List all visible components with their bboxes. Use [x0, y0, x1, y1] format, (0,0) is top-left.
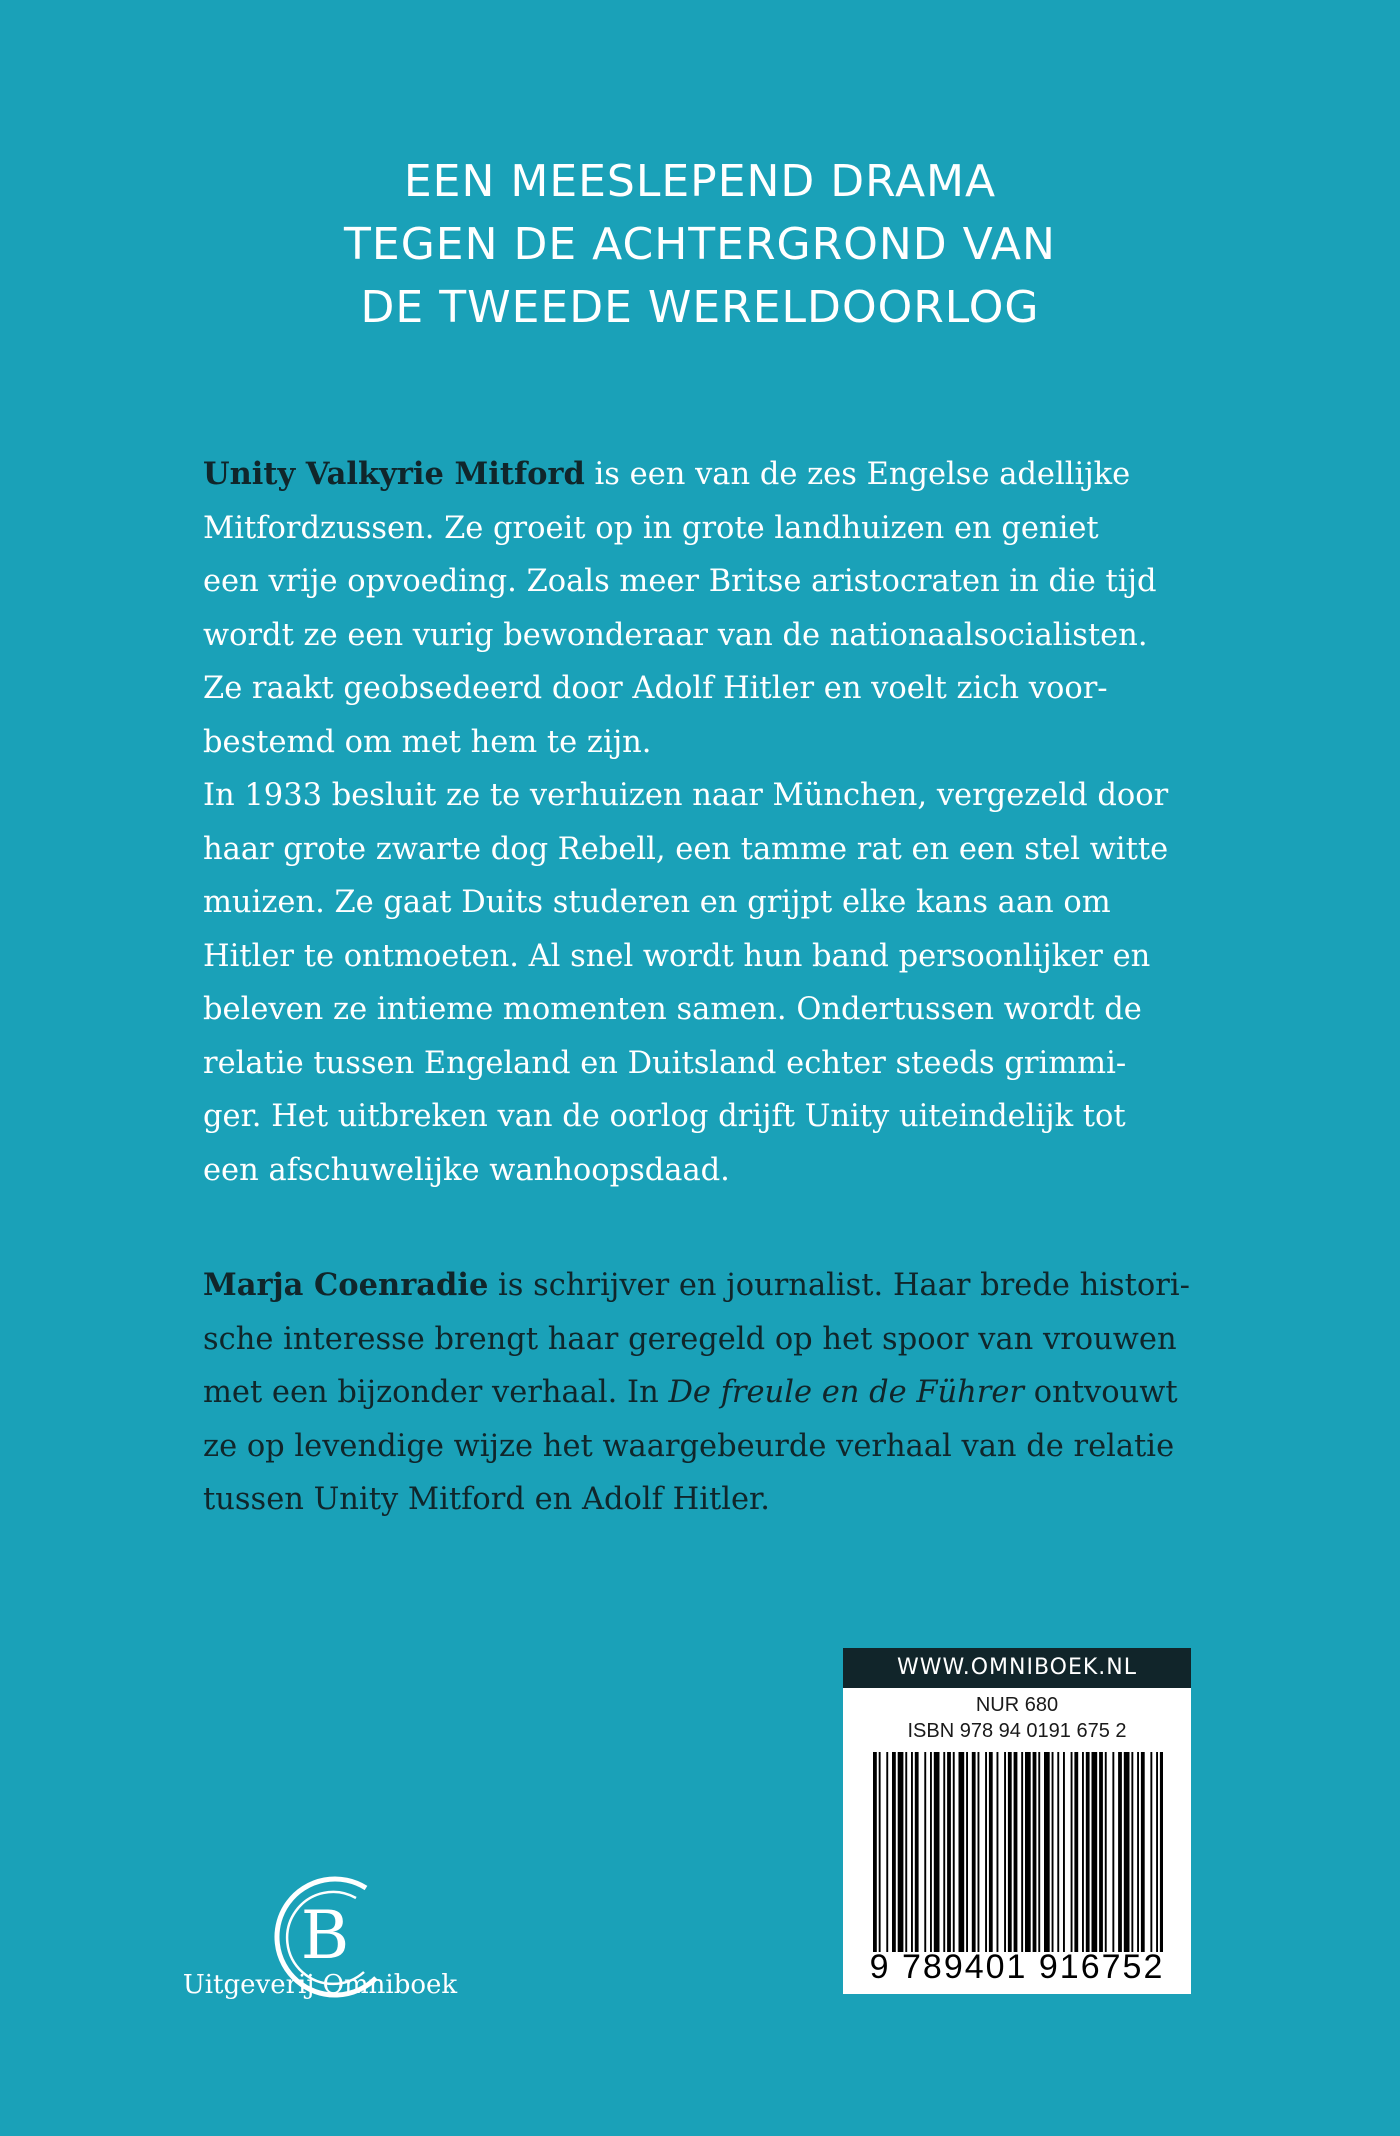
barcode-bar	[915, 1752, 919, 1952]
barcode-bar	[972, 1752, 976, 1952]
author-line: tussen Unity Mitford en Adolf Hitler.	[203, 1482, 770, 1517]
barcode-bar	[1004, 1752, 1006, 1952]
blurb-line: Mitfordzussen. Ze groeit op in grote landhuizen en geniet	[203, 510, 1099, 546]
blurb-line: Hitler te ontmoeten. Al snel wordt hun band persoonlijker en	[203, 938, 1151, 974]
author-name: Marja Coenradie	[203, 1267, 489, 1303]
barcode-bar	[943, 1752, 945, 1952]
barcode-bar	[1014, 1752, 1018, 1952]
barcode-bar	[1086, 1752, 1090, 1952]
barcode-bar	[1112, 1752, 1114, 1952]
isbn: ISBN 978 94 0191 675 2	[907, 1720, 1127, 1742]
barcode-bar	[953, 1752, 955, 1952]
author-line-1-rest: is schrijver en journalist. Haar brede histori-	[488, 1268, 1190, 1303]
blurb-line: Ze raakt geobsedeerd door Adolf Hitler en voelt zich voor-	[203, 671, 1108, 706]
publisher-url: WWW.OMNIBOEK.NL	[843, 1648, 1191, 1688]
barcode-bar	[959, 1752, 965, 1952]
barcode-bar	[930, 1752, 932, 1952]
barcode-bar	[934, 1752, 940, 1952]
barcode-bar	[1074, 1752, 1078, 1952]
book-title: De freule en de Führer	[668, 1375, 1025, 1410]
blurb-line: bestemd om met hem te zijn.	[203, 724, 652, 760]
blurb-line: haar grote zwarte dog Rebell, een tamme rat en een stel witte	[203, 831, 1169, 867]
barcode-bar	[1137, 1752, 1139, 1952]
blurb-line: In 1933 besluit ze te verhuizen naar München, vergezeld door	[203, 778, 1169, 813]
blurb	[203, 448, 1213, 1197]
blurb-line-1-rest: is een van de zes Engelse adellijke	[584, 457, 1131, 492]
barcode-bar	[898, 1752, 904, 1952]
barcode-bar	[886, 1752, 888, 1952]
author-line	[203, 1259, 1213, 1313]
headline	[0, 150, 1400, 339]
barcode-bar	[1099, 1752, 1103, 1952]
barcode-bar	[947, 1752, 951, 1952]
blurb-line: relatie tussen Engeland en Duitsland echter steeds grimmi-	[203, 1045, 1127, 1081]
barcode-bar	[1038, 1752, 1040, 1952]
barcode-bar	[1008, 1752, 1012, 1952]
author-line-3-post: ontvouwt	[1024, 1375, 1178, 1410]
barcode-bar	[1118, 1752, 1122, 1952]
author-line: ze op levendige wijze het waargebeurde verhaal van de relatie	[203, 1428, 1175, 1464]
blurb-line: beleven ze intieme momenten samen. Ondertussen wordt de	[203, 992, 1142, 1027]
blurb-line: ger. Het uitbreken van de oorlog drijft Unity uiteindelijk tot	[203, 1099, 1126, 1134]
barcode-bar	[1082, 1752, 1084, 1952]
barcode-bar	[978, 1752, 980, 1952]
blurb-line	[203, 448, 1213, 502]
barcode-bars	[873, 1752, 1163, 1952]
headline-line-3: DE TWEEDE WERELDOORLOG	[360, 282, 1040, 333]
barcode-bar	[1092, 1752, 1098, 1952]
author-line	[203, 1366, 1213, 1420]
barcode-bar	[924, 1752, 926, 1952]
barcode-bar	[1052, 1752, 1054, 1952]
barcode-bar	[1131, 1752, 1133, 1952]
barcode-bar	[879, 1752, 881, 1952]
barcode-bar	[892, 1752, 896, 1952]
barcode-bar	[1141, 1752, 1145, 1952]
logo-letter: B	[300, 1897, 350, 1974]
barcode-bar	[1105, 1752, 1107, 1952]
barcode-bar	[1025, 1752, 1031, 1952]
blurb-line: een afschuwelijke wanhoopsdaad.	[203, 1152, 730, 1188]
publisher-name: Uitgeverij Omniboek	[182, 1970, 458, 2000]
barcode-bar	[1071, 1752, 1073, 1952]
blurb-line: muizen. Ze gaat Duits studeren en grijpt elke kans aan om	[203, 885, 1111, 920]
barcode-bar	[1150, 1752, 1152, 1952]
barcode-digits: 9 789401 916752	[869, 1948, 1165, 1986]
barcode-panel	[843, 1648, 1191, 1994]
barcode-bar	[1160, 1752, 1163, 1952]
headline-line-1: EEN MEESLEPEND DRAMA	[403, 156, 997, 207]
barcode-bar	[1057, 1752, 1059, 1952]
barcode-bar	[1021, 1752, 1023, 1952]
barcode-bar	[1033, 1752, 1037, 1952]
barcode-bar	[985, 1752, 987, 1952]
barcode-bar	[997, 1752, 999, 1952]
barcode-bar	[1124, 1752, 1130, 1952]
barcode-bar	[989, 1752, 993, 1952]
blurb-line: wordt ze een vurig bewonderaar van de nationaalsocialisten.	[203, 617, 1148, 653]
barcode-bar	[911, 1752, 913, 1952]
blurb-line: een vrije opvoeding. Zoals meer Britse aristocraten in die tijd	[203, 564, 1157, 599]
barcode-bar	[873, 1752, 877, 1952]
barcode-bar	[905, 1752, 907, 1952]
barcode-bar	[1156, 1752, 1158, 1952]
barcode-bar	[1063, 1752, 1065, 1952]
barcode-bar	[1044, 1752, 1050, 1952]
subject-name: Unity Valkyrie Mitford	[203, 456, 585, 492]
author-line: sche interesse brengt haar geregeld op het spoor van vrouwen	[203, 1321, 1177, 1357]
barcode-bar	[966, 1752, 968, 1952]
nur-code: NUR 680	[975, 1694, 1059, 1716]
author-line-3-pre: met een bijzonder verhaal. In	[203, 1375, 669, 1410]
author-bio	[203, 1259, 1213, 1527]
headline-line-2: TEGEN DE ACHTERGROND VAN	[344, 219, 1056, 270]
